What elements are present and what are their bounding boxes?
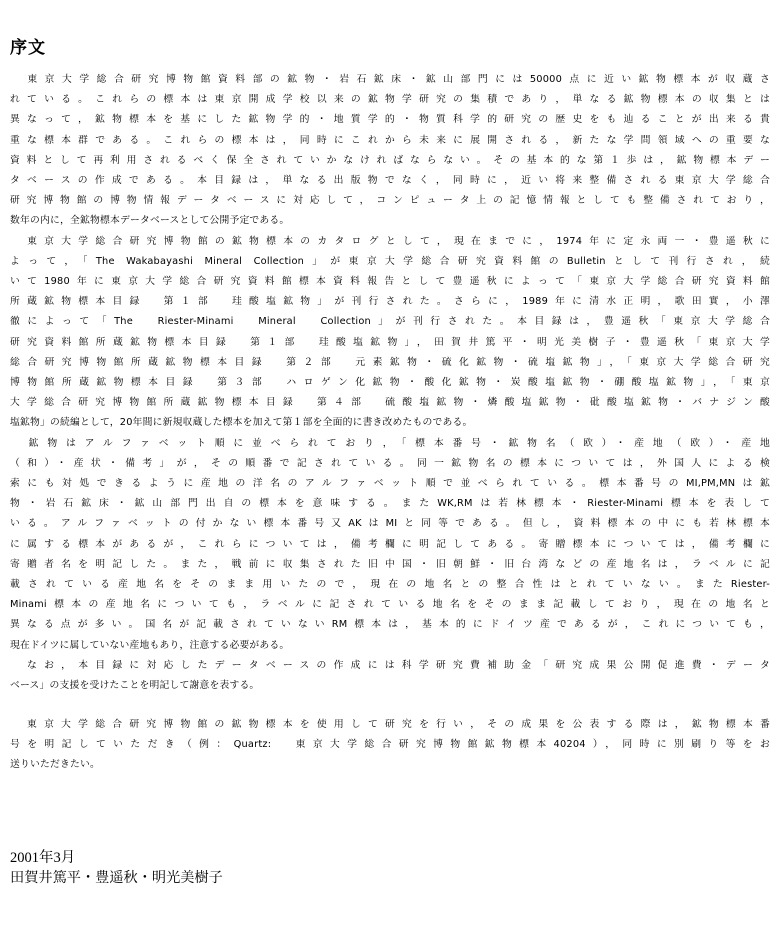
paragraph-1-line: 資料として再利用されるべく保全されていかなければならない。その基本的な第１歩は，鉱物標本デー	[10, 154, 770, 166]
paragraph-2-line: 塩鉱物」の続編として，20年間に新規収蔵した標本を加えて第１部を全面的に書き改めたものである。	[10, 417, 473, 429]
signature-block	[10, 848, 223, 888]
paragraph-3-line: いる。アルファベットの付かない標本番号又AKはMIと同等である。但し，資料標本の中にも若林標本	[10, 518, 770, 530]
closing-line: 送りいただきたい。	[10, 759, 100, 771]
paragraph-3-line: Minami標本の産地名についても，ラベルに記されている地名をそのまま記載しており，現在の地名と	[10, 599, 770, 611]
closing-line: 号を明記していただき（例：Quartz: 東京大学総合研究博物館鉱物標本40204），同時に別刷り等をお	[10, 739, 770, 751]
paragraph-3-line: 現在ドイツに属していない産地もあり，注意する必要がある。	[10, 639, 290, 651]
paragraph-1-line: 重な標本群である。これらの標本は，同時にこれから未来に展開される，新たな学問領域への重要な	[10, 134, 770, 146]
paragraph-3-line: 異なる点が多い。国名が記載されていないRM標本は，基本的にドイツ産であるが，これについても，	[10, 619, 770, 631]
paragraph-4	[10, 656, 770, 696]
paragraph-3-line: 索にも対処できるように産地の洋名のアルファベット順で並べられている。標本番号のMI,PM,MNは鉱	[10, 478, 770, 490]
paragraph-2-line: 博物館所蔵鉱物標本目録 第３部 ハロゲン化鉱物・酸化鉱物・炭酸塩鉱物・硼酸塩鉱物」，「東京	[10, 377, 770, 389]
preface-body	[10, 70, 770, 696]
authors-line: 田賀井篤平・豊遥秋・明光美樹子	[10, 870, 223, 886]
paragraph-4-line: なお，本目録に対応したデータベースの作成には科学研究費補助金「研究成果公開促進費・データ	[10, 659, 770, 671]
paragraph-3-line: 鉱物はアルファベット順に並べられており，「標本番号・鉱物名（欧）・産地（欧）・産地	[10, 437, 770, 449]
paragraph-1-line: 異なって，鉱物標本を基にした鉱物学的・地質学的・物質科学的研究の歴史をも辿ることが出来る貴	[10, 114, 770, 126]
paragraph-3-line: 載されている産地名をそのまま用いたので，現在の地名との整合性はとれていない。またRiester-	[10, 579, 770, 591]
paragraph-3-line: 物・岩石鉱床・鉱山部門出自の標本を意味する。またWK,RMは若林標本・Riester-Minami標本を表して	[10, 498, 770, 510]
paragraph-1-line: れている。これらの標本は東京開成学校以来の鉱物学研究の集積であり，単なる鉱物標本の収集とは	[10, 94, 770, 106]
page-title: 序文	[10, 38, 46, 58]
paragraph-1-line: 東京大学総合研究博物館資料部の鉱物・岩石鉱床・鉱山部門には50000点に近い鉱物標本が収蔵さ	[10, 74, 770, 85]
paragraph-2-line: 研究資料館所蔵鉱物標本目録 第１部 珪酸塩鉱物」，田賀井篤平・明光美樹子・豊遥秋「東京大学	[10, 336, 770, 348]
paragraph-2-line: 東京大学総合研究博物館の鉱物標本のカタログとして，現在までに，1974年に定永両一・豊遥秋に	[10, 235, 770, 247]
paragraph-2-line: 徹によって「The Riester-Minami Mineral Collection」が刊行された。本目録は，豊遥秋「東京大学総合	[10, 316, 770, 328]
date-line: 2001年3月	[10, 850, 76, 866]
paragraph-2-line: いて1980年に東京大学総合研究資料館標本資料報告として豊遥秋によって「東京大学総合研究資料館	[10, 276, 770, 288]
paragraph-3-line: 寄贈者名を明記した。また，戦前に収集された旧中国・旧朝鮮・旧台湾などの産地名は，ラベルに記	[10, 558, 770, 570]
paragraph-4-line: ベース」の支援を受けたことを明記して謝意を表する。	[10, 680, 260, 692]
paragraph-2-line: よって，「The Wakabayashi Mineral Collection」が東京大学総合研究資料館のBulletinとして刊行され，続	[10, 255, 770, 267]
paragraph-3-line: （和）・産状・備考」が，その順番で記されている。同一鉱物名の標本については，外国人による検	[10, 457, 770, 469]
closing-body	[10, 715, 770, 776]
paragraph-1	[10, 70, 770, 232]
usage-request-paragraph	[10, 715, 770, 776]
closing-line: 東京大学総合研究博物館の鉱物標本を使用して研究を行い，その成果を公表する際は，鉱物標本番	[10, 719, 770, 730]
paragraph-2-line: 大学総合研究博物館所蔵鉱物標本目録 第４部 硫酸塩鉱物・燐酸塩鉱物・砒酸塩鉱物・バナジン酸	[10, 397, 770, 409]
paragraph-1-line: 数年の内に，全鉱物標本データベースとして公開予定である。	[10, 215, 290, 227]
paragraph-2	[10, 232, 770, 434]
paragraph-3	[10, 434, 770, 656]
paragraph-1-line: 研究博物館の博物情報データベースに対応して，コンピュータ上の記憶情報としても整備されており，	[10, 195, 770, 207]
paragraph-2-line: 総合研究博物館所蔵鉱物標本目録 第２部 元素鉱物・硫化鉱物・硫塩鉱物」，「東京大学総合研究	[10, 356, 770, 368]
paragraph-2-line: 所蔵鉱物標本目録 第１部 珪酸塩鉱物」が刊行された。さらに，1989年に清水正明，歌田實，小澤	[10, 296, 770, 308]
paragraph-1-line: タベースの作成である。本目録は，単なる出版物でなく，同時に，近い将来整備される東京大学総合	[10, 175, 770, 187]
paragraph-3-line: に属する標本があるが，これらについては，備考欄に明記してある。寄贈標本については，備考欄に	[10, 538, 770, 550]
